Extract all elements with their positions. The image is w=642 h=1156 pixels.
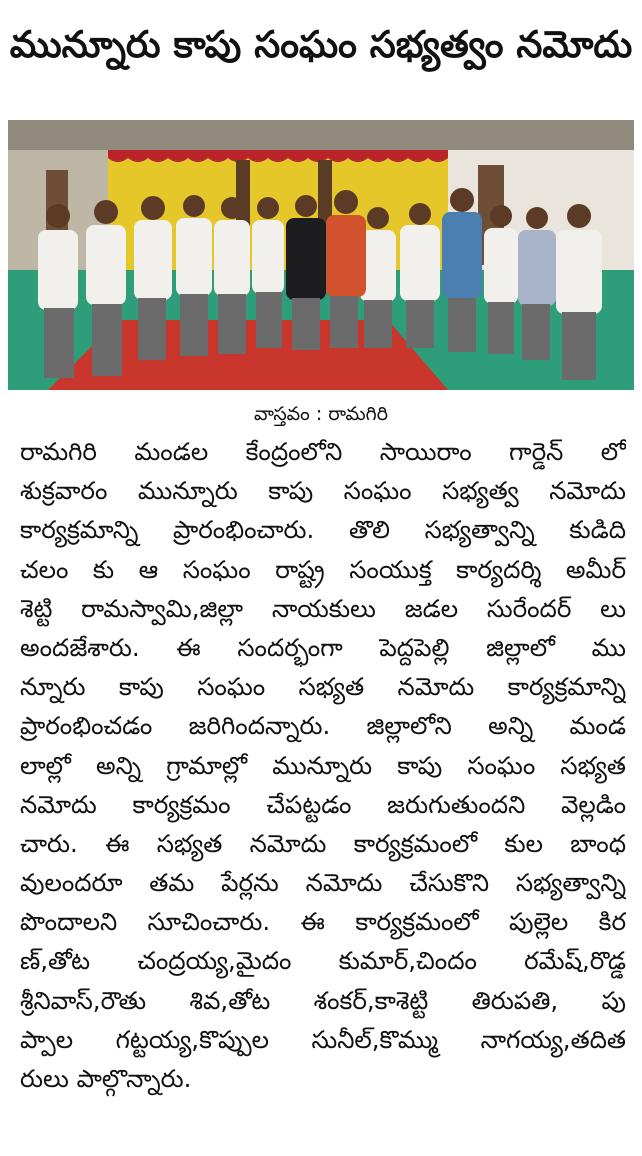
article-dateline: వాస్తవం : రామగిరి — [254, 403, 388, 425]
article-body-line: పొందాలని సూచించారు. ఈ కార్యక్రమంలో పుల్లెల కిర — [20, 907, 626, 937]
article-body-line: నమోదు కార్యక్రమం చేపట్టడం జరుగుతుందని వెల్లడిం — [20, 789, 626, 819]
group-photo — [8, 120, 634, 390]
article-body-line: అందజేశారు. ఈ సందర్భంగా పెద్దపెల్లి జిల్లాలో ము — [20, 632, 626, 662]
article-body-line: చారు. ఈ సభ్యత నమోదు కార్యక్రమంలో కుల బాంధ — [20, 828, 626, 858]
article-body-line: శ్రీనివాస్,రౌతు శివ,తోట శంకర్,కాశెట్టి తిరుపతి, పు — [20, 985, 626, 1015]
article-body-line: వులందరూ తమ పేర్లను నమోదు చేసుకొని సభ్యత్వాన్ని — [20, 868, 626, 898]
article-body — [20, 432, 626, 1098]
article-body-line: ప్రారంభించడం జరిగిందన్నారు. జిల్లాలోని అన్ని మండ — [20, 711, 626, 741]
article-headline: మున్నూరు కాపు సంఘం సభ్యత్వం నమోదు — [9, 23, 633, 66]
article-body-line: రామగిరి మండల కేంద్రంలోని సాయిరాం గార్డెన్ లో — [20, 437, 626, 466]
article-body-line: రులు పాల్గొన్నారు. — [20, 1064, 192, 1093]
article-body-line: శుక్రవారం మున్నూరు కాపు సంఘం సభ్యత్వ నమోదు — [20, 476, 626, 506]
article-body-line: చలం కు ఆ సంఘం రాష్ట్ర సంయుక్త కార్యదర్శి అమీర్ — [20, 554, 626, 584]
article-body-line: ణ్,తోట చంద్రయ్య,మైదం కుమార్,చిందం రమేష్,రొడ్డ — [20, 946, 626, 976]
article-body-line: కార్యక్రమాన్ని ప్రారంభించారు. తొలి సభ్యత్వాన్ని కుడిది — [20, 515, 626, 545]
article-body-line: శెట్టి రామస్వామి,జిల్లా నాయకులు జడల సురేందర్ లు — [20, 593, 626, 623]
group-photo-illustration — [8, 120, 634, 390]
article-body-line: న్నూరు కాపు సంఘం సభ్యత నమోదు కార్యక్రమాన్ని — [20, 672, 626, 702]
article-body-line: లాల్లో అన్ని గ్రామాల్లో మున్నూరు కాపు సంఘం సభ్యత — [20, 750, 626, 780]
article-body-line: ప్పాల గట్టయ్య,కొప్పుల సునీల్,కొమ్ము నాగయ్య,తదిత — [20, 1024, 626, 1054]
